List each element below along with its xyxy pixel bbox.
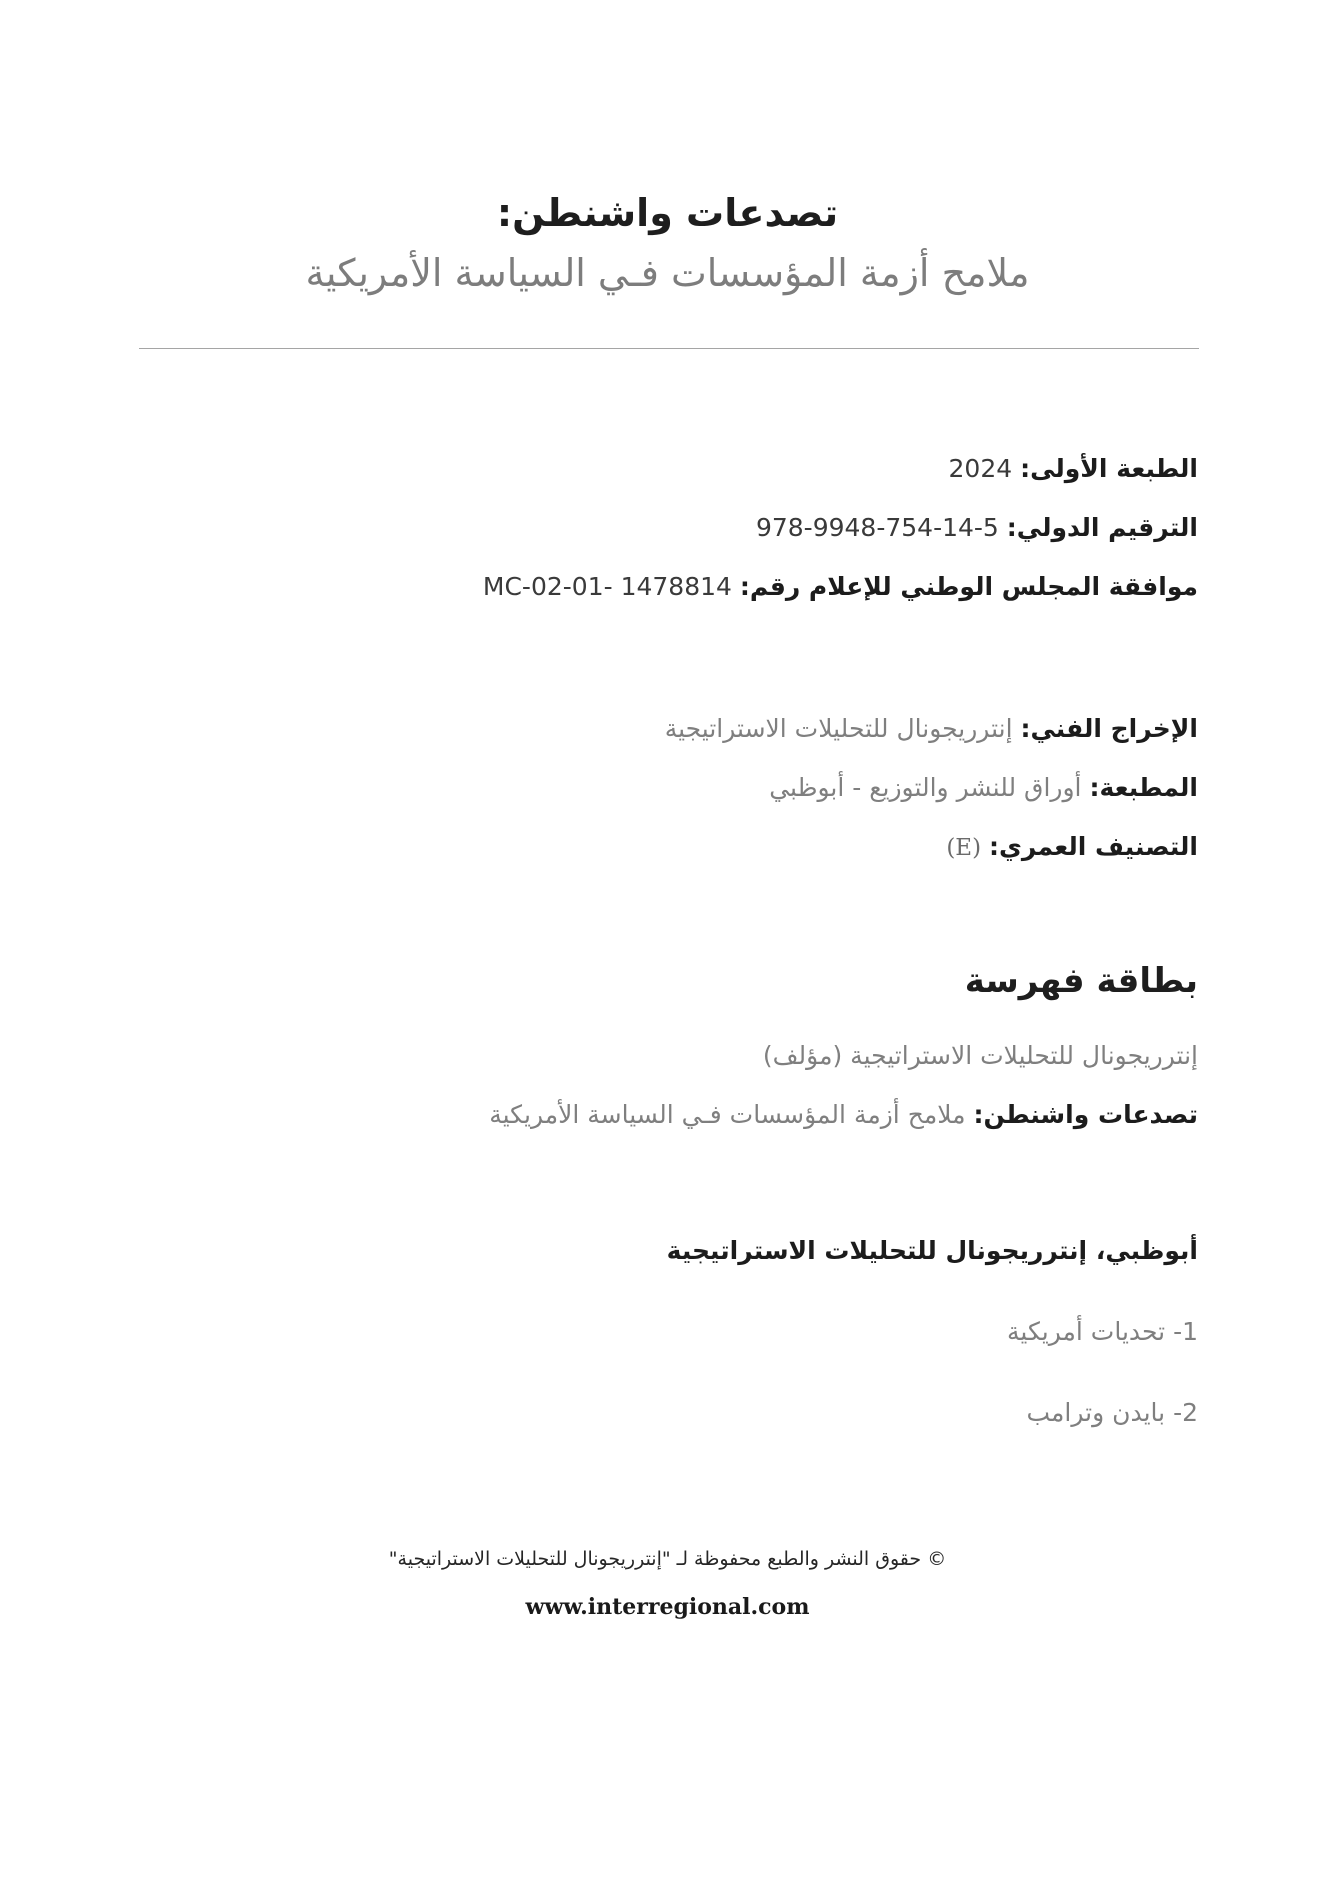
edition-value: 2024 [948, 454, 1013, 483]
edition-label: الطبعة الأولى: [1020, 454, 1198, 483]
printer-label: المطبعة: [1089, 773, 1198, 802]
catalog-subject [1007, 1313, 1198, 1351]
catalog-author [763, 1037, 1198, 1075]
design-label: الإخراج الفني: [1020, 714, 1198, 743]
edition-line [949, 450, 1198, 488]
catalog-publisher-text: أبوظبي، إنترريجونال للتحليلات الاستراتيجية [666, 1236, 1198, 1265]
isbn-line [756, 509, 1198, 547]
approval-value: MC-02-01- 1478814 [482, 572, 732, 601]
design-value: إنترريجونال للتحليلات الاستراتيجية [664, 714, 1013, 743]
catalog-subject-2: 2- بايدن وترامب [1026, 1398, 1198, 1427]
catalog-subject [1026, 1394, 1198, 1432]
catalog-book-title [489, 1096, 1198, 1134]
age-rating-value: (E) [946, 835, 982, 861]
age-rating-label: التصنيف العمري: [989, 832, 1198, 861]
book-title: تصدعات واشنطن: [496, 191, 839, 235]
isbn-label: الترقيم الدولي: [1006, 513, 1198, 542]
divider [139, 348, 1199, 349]
catalog-book-title-label: تصدعات واشنطن: [973, 1100, 1198, 1129]
catalog-publisher [667, 1232, 1198, 1270]
age-rating-line [946, 828, 1198, 867]
approval-line [483, 568, 1198, 606]
catalog-author-text: إنترريجونال للتحليلات الاستراتيجية (مؤلف) [762, 1041, 1198, 1070]
design-line [665, 710, 1198, 748]
isbn-value: 978-9948-754-14-5 [755, 513, 999, 542]
catalog-book-title-value: ملامح أزمة المؤسسات فـي السياسة الأمريكية [489, 1100, 966, 1129]
printer-value: أوراق للنشر والتوزيع - أبوظبي [769, 773, 1082, 802]
catalog-card-heading: بطاقة فهرسة [964, 961, 1198, 1001]
website-link[interactable]: www.interregional.com [525, 1594, 810, 1620]
catalog-subject-1: 1- تحديات أمريكية [1007, 1317, 1198, 1346]
printer-line [769, 769, 1198, 807]
copyright-notice: © حقوق النشر والطبع محفوظة لـ "إنترريجونال للتحليلات الاستراتيجية" [388, 1548, 947, 1570]
book-subtitle: ملامح أزمة المؤسسات فـي السياسة الأمريكية [305, 251, 1030, 295]
approval-label: موافقة المجلس الوطني للإعلام رقم: [739, 572, 1198, 601]
